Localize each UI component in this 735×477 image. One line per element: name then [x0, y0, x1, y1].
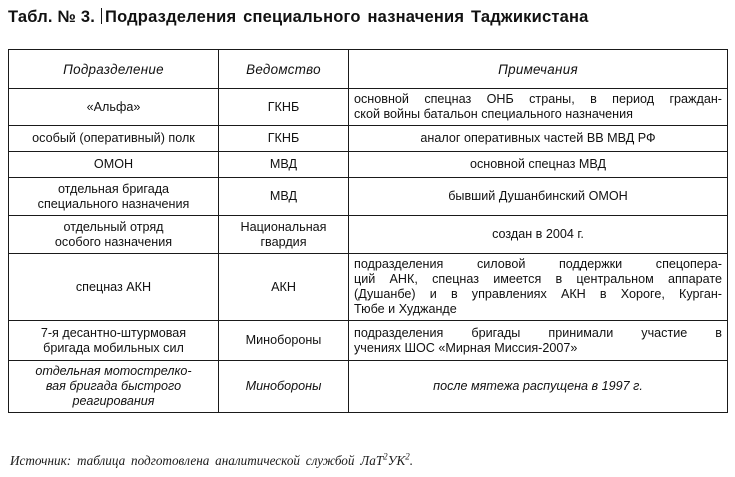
unit-line: бригада мобильных сил	[43, 340, 184, 355]
table-row	[9, 321, 728, 361]
cell-notes	[349, 254, 728, 321]
table-row	[9, 178, 728, 216]
source-superscript-1: 2	[383, 451, 388, 462]
notes-line: подразделения силовой поддержки спецопера-	[354, 257, 722, 271]
table-row	[9, 126, 728, 152]
notes-line-last: учениях ШОС «Мирная Миссия-2007»	[354, 340, 578, 355]
unit-line: 7-я десантно-штурмовая	[40, 325, 187, 340]
cell-notes	[349, 321, 728, 361]
table-number-label: Табл. № 3.	[8, 8, 96, 26]
cell-department: ГКНБ	[219, 89, 349, 126]
cell-notes: бывший Душанбинский ОМОН	[349, 178, 728, 216]
cell-notes: после мятежа распущена в 1997 г.	[349, 361, 728, 413]
notes-line: (Душанбе) и в управлениях АКН в Хороге, Курган-	[354, 287, 722, 301]
cell-department: МВД	[219, 152, 349, 178]
department-line: гвардия	[260, 234, 307, 249]
table-row	[9, 216, 728, 254]
source-org-mid: УК	[387, 453, 406, 468]
unit-line: отдельная бригада	[57, 181, 170, 196]
column-header-notes: Примечания	[349, 50, 728, 89]
unit-line: реагирования	[72, 394, 155, 408]
table-row	[9, 89, 728, 126]
cell-department: АКН	[219, 254, 349, 321]
source-period: .	[409, 453, 414, 468]
department-line: Национальная	[240, 219, 327, 234]
cell-unit: ОМОН	[9, 152, 219, 178]
source-label: Источник:	[10, 453, 72, 468]
table-header-row	[9, 50, 728, 89]
notes-line: ской войны батальон специального назначения	[354, 107, 633, 121]
table-body	[9, 89, 728, 413]
table-row	[9, 361, 728, 413]
unit-line: отдельная мотострелко-	[35, 364, 192, 378]
cell-unit: спецназ АКН	[9, 254, 219, 321]
notes-line: основной спецназ ОНБ страны, в период граждан-	[354, 92, 722, 106]
table-row	[9, 152, 728, 178]
cell-unit	[9, 321, 219, 361]
unit-line: особого назначения	[54, 234, 173, 249]
unit-line: специального назначения	[37, 196, 190, 211]
source-superscript-2: 2	[405, 451, 410, 462]
cell-department: Минобороны	[219, 361, 349, 413]
cell-notes: основной спецназ МВД	[349, 152, 728, 178]
column-header-department: Ведомство	[219, 50, 349, 89]
cell-department: Минобороны	[219, 321, 349, 361]
table-row	[9, 254, 728, 321]
table-title-text: Подразделения специального назначения Таджикистана	[105, 8, 589, 26]
unit-line: вая бригада быстрого	[45, 379, 182, 393]
column-header-unit: Подразделение	[9, 50, 219, 89]
notes-line: подразделения бригады принимали участие в	[354, 325, 722, 340]
cell-unit	[9, 216, 219, 254]
cell-notes	[349, 89, 728, 126]
table-header	[9, 50, 728, 89]
notes-line-last: Тюбе и Худжанде	[354, 302, 457, 316]
cell-unit: особый (оперативный) полк	[9, 126, 219, 152]
text-caret	[101, 8, 102, 24]
cell-unit	[9, 178, 219, 216]
cell-department: ГКНБ	[219, 126, 349, 152]
notes-line: ций АНК, спецназ имеется в центральном аппарате	[354, 272, 722, 286]
cell-unit	[9, 361, 219, 413]
cell-department	[219, 216, 349, 254]
cell-notes: аналог оперативных частей ВВ МВД РФ	[349, 126, 728, 152]
page-title	[8, 6, 727, 28]
table-container	[8, 49, 727, 413]
special-forces-table	[8, 49, 728, 413]
cell-unit: «Альфа»	[9, 89, 219, 126]
cell-notes: создан в 2004 г.	[349, 216, 728, 254]
source-body: таблица подготовлена аналитической службой ЛаТ	[76, 453, 384, 468]
cell-department: МВД	[219, 178, 349, 216]
source-note	[10, 452, 710, 469]
unit-line: отдельный отряд	[63, 219, 164, 234]
